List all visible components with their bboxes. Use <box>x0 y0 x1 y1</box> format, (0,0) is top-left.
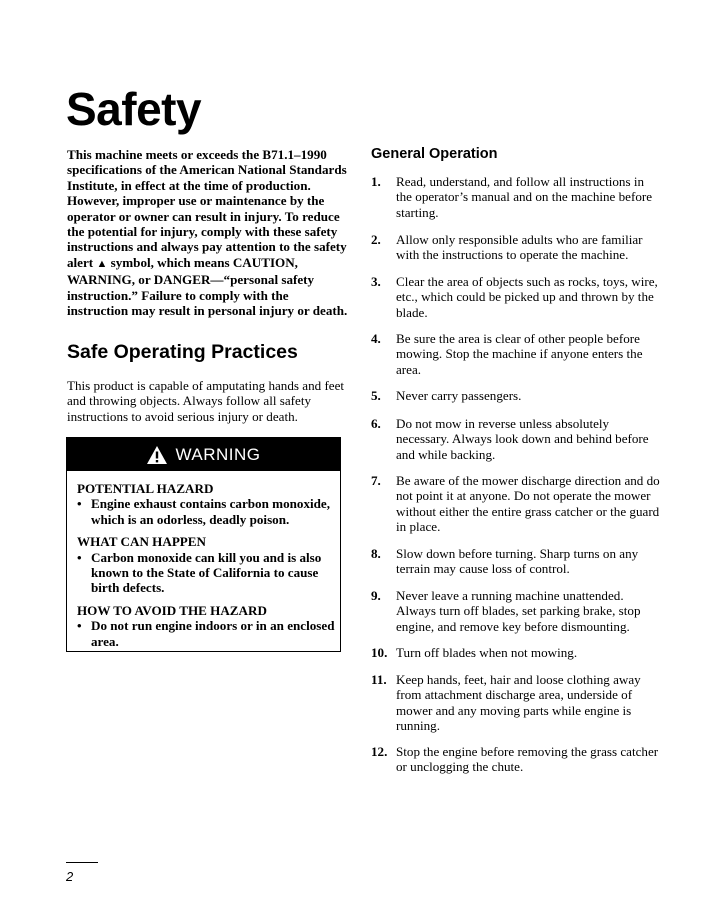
safe-operating-practices-text: This product is capable of amputating hands and feet and throwing objects. Always follow all safety instructions to avoid serious injury or death. <box>67 378 345 424</box>
warning-section-heading: WHAT CAN HAPPEN <box>77 534 206 550</box>
bullet-icon: • <box>77 549 82 565</box>
warning-triangle-icon <box>146 445 168 465</box>
general-operation-heading: General Operation <box>371 146 498 162</box>
warning-header <box>67 438 340 471</box>
step-number: 12. <box>371 744 388 759</box>
warning-label: WARNING <box>175 444 261 464</box>
footer-divider <box>66 862 98 863</box>
warning-section-item <box>77 550 340 596</box>
bullet-icon: • <box>77 618 82 634</box>
step-number: 7. <box>371 473 381 488</box>
warning-body <box>67 471 340 649</box>
warning-section-heading: HOW TO AVOID THE HAZARD <box>77 602 267 618</box>
step-text: Clear the area of objects such as rocks, toys, wire, etc., which could be picked up and thrown by the blade. <box>396 274 658 320</box>
step-text: Stop the engine before removing the grass catcher or unclogging the chute. <box>396 744 659 775</box>
step-number: 6. <box>371 416 381 431</box>
step-number: 10. <box>371 645 388 660</box>
step-number: 1. <box>371 174 381 189</box>
step-number: 9. <box>371 588 381 603</box>
step-number: 8. <box>371 546 381 561</box>
safe-operating-practices-heading: Safe Operating Practices <box>67 341 298 363</box>
step-text: Do not mow in reverse unless absolutely necessary. Always look down and behind before and while backing. <box>396 416 649 462</box>
step-text: Read, understand, and follow all instructions in the operator’s manual and on the machine before starting. <box>396 174 653 220</box>
intro-text-part-1: This machine meets or exceeds the B71.1–1990 specifications of the American National Standards Institute, in effect at the time of production. However, improper use or maintenance by the operator or owner can result in injury. To reduce the potential for injury, comply with these safety instructions and always pay attention to the safety alert <box>67 147 347 270</box>
step-text: Keep hands, feet, hair and loose clothing away from attachment discharge area, underside of mower and any moving parts while engine is running. <box>396 672 641 734</box>
intro-paragraph <box>67 147 349 318</box>
warning-section-item <box>77 496 340 527</box>
step-text: Slow down before turning. Sharp turns on any terrain may cause loss of control. <box>396 546 639 577</box>
page-title: Safety <box>66 83 202 135</box>
step-text: Never carry passengers. <box>396 388 522 403</box>
step-text: Allow only responsible adults who are familiar with the instructions to operate the machine. <box>396 232 643 263</box>
step-text: Be sure the area is clear of other people before mowing. Stop the machine if anyone enters the area. <box>396 331 643 377</box>
step-number: 5. <box>371 388 381 403</box>
step-text: Turn off blades when not mowing. <box>396 645 578 660</box>
step-text: Never leave a running machine unattended. Always turn off blades, set parking brake, stop engine, and remove key before dismounting. <box>396 588 641 634</box>
step-number: 11. <box>371 672 387 687</box>
page-number: 2 <box>66 869 74 884</box>
warning-item-text: Engine exhaust contains carbon monoxide, which is an odorless, deadly poison. <box>91 496 330 527</box>
step-number: 3. <box>371 274 381 289</box>
warning-item-text: Do not run engine indoors or in an enclosed area. <box>91 618 335 649</box>
warning-section-item <box>77 618 340 649</box>
warning-item-text: Carbon monoxide can kill you and is also known to the State of California to cause birth defects. <box>91 549 322 596</box>
step-text: Be aware of the mower discharge direction and do not point it at anyone. Do not operate the mower without either the entire grass catcher or the guard in place. <box>396 473 660 535</box>
warning-section-heading: POTENTIAL HAZARD <box>77 481 214 496</box>
bullet-icon: • <box>77 496 82 512</box>
warning-box <box>66 437 341 652</box>
step-number: 2. <box>371 232 381 247</box>
intro-text-part-2: symbol, which means CAUTION, WARNING, or DANGER—“personal safety instruction.” Failure to comply with the instruction may result in personal injury or death. <box>67 254 348 319</box>
safety-alert-icon: ▲ <box>96 257 108 270</box>
step-number: 4. <box>371 331 381 346</box>
